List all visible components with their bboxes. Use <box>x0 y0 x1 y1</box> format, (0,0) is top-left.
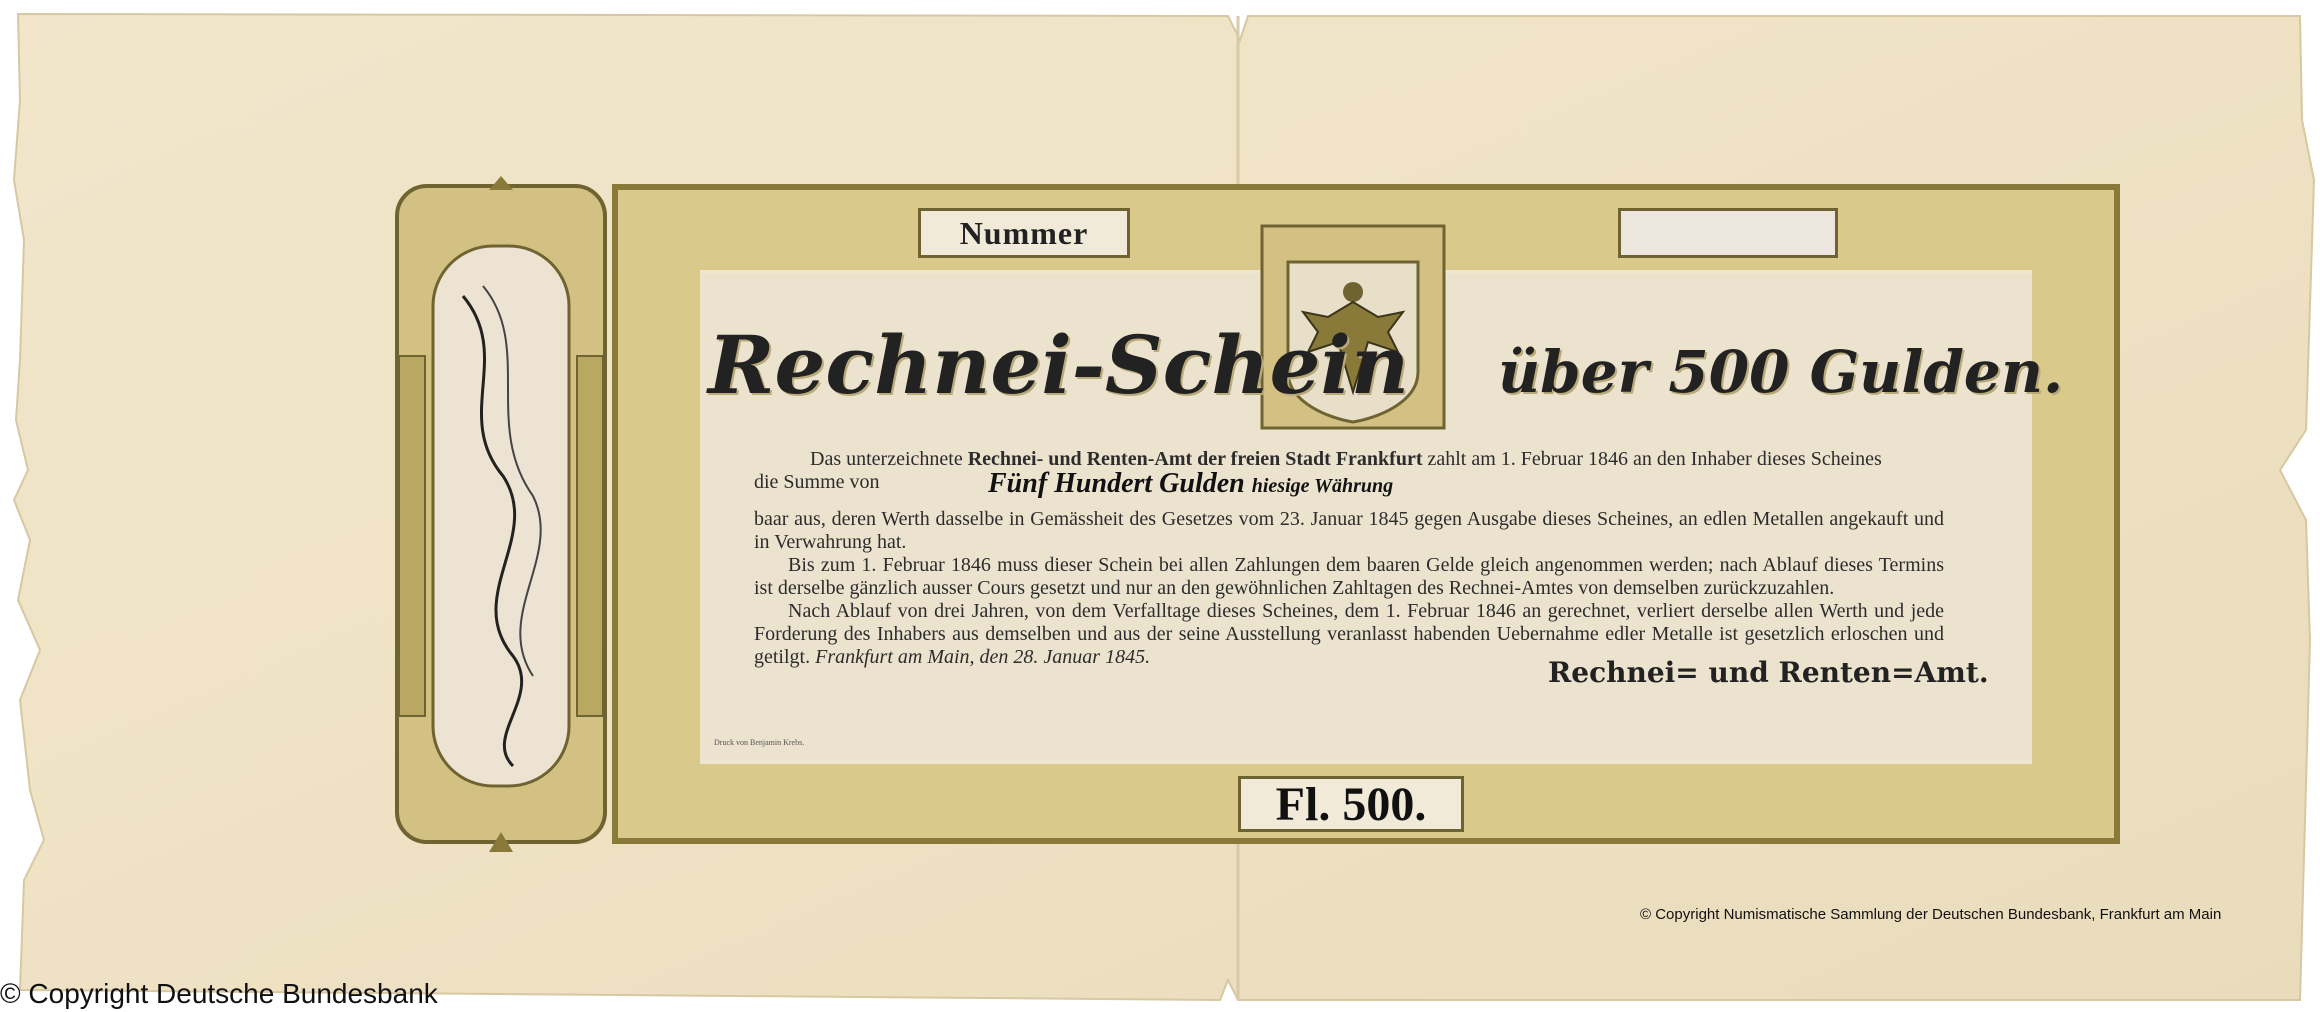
issuer-signature: Rechnei= und Renten=Amt. <box>1548 656 1989 689</box>
right-ornament-band <box>2032 190 2114 838</box>
copyright-collection: © Copyright Numismatische Sammlung der Deutschen Bundesbank, Frankfurt am Main <box>1640 906 2222 923</box>
stub-ornament <box>393 176 609 852</box>
sum-line: Fünf Hundert Gulden hiesige Währung <box>988 468 1394 499</box>
left-ornament-band <box>618 190 700 838</box>
note-value-title: über 500 Gulden. <box>1498 338 2064 406</box>
note-frame <box>612 184 2120 844</box>
note-title: Rechnei-Schein <box>708 318 1410 412</box>
printer-credit: Druck von Benjamin Krebs. <box>714 738 805 747</box>
paragraph-1: Das unterzeichnete Rechnei- und Renten-Amt der freien Stadt Frankfurt zahlt am 1. Februar 1846 an den Inhaber dieses Scheines die Summe von <box>754 448 1882 493</box>
amount-box: Fl. 500. <box>1238 776 1464 832</box>
paragraph-3: Bis zum 1. Februar 1846 muss dieser Schein bei allen Zahlungen dem baaren Gelde gleich angenommen werden; nach Ablauf dieses Termins ist derselbe gänzlich ausser Cours gesetzt und nur an den gewöhnlichen Zahltagen des Rechnei-Amtes von demselben zurückzuzahlen. <box>754 554 1944 599</box>
paragraph-4: Nach Ablauf von drei Jahren, von dem Verfalltage dieses Scheines, dem 1. Februar 1846 an gerechnet, verliert derselbe allen Werth und jede Forderung des Inhabers aus demselben und aus der seine Ausstellung veranlasst habenden Uebernahme edler Metalle ist gesetzlich erloschen und getilgt. Frankfurt am Main, den 28. Januar 1845. <box>754 600 1944 668</box>
copyright-bank: © Copyright Deutsche Bundesbank <box>0 978 438 1009</box>
paragraph-2: baar aus, deren Werth dasselbe in Gemässheit des Gesetzes vom 23. Januar 1845 gegen Ausgabe dieses Scheines, an edlen Metallen angekauft und in Verwahrung hat. <box>754 508 1944 553</box>
serial-number-box <box>1618 208 1838 258</box>
nummer-label: Nummer <box>918 208 1130 258</box>
